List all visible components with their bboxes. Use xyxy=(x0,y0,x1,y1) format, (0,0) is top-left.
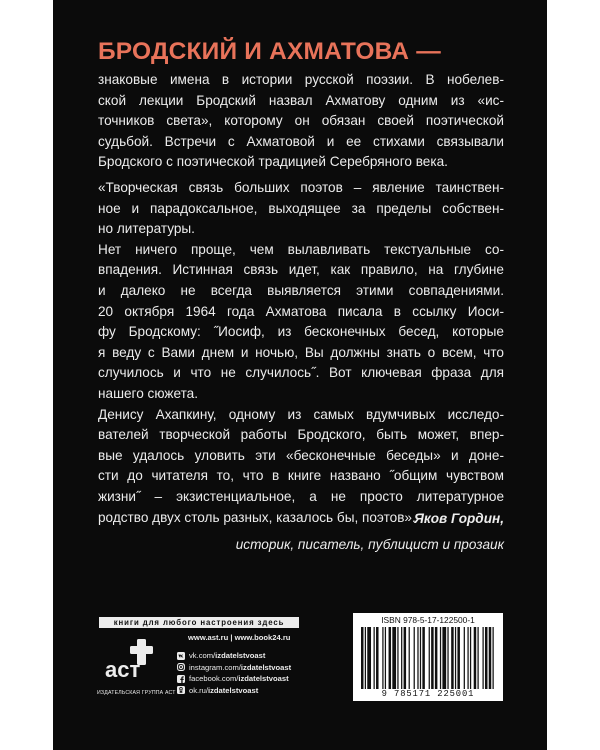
social-links xyxy=(177,650,291,696)
quote-line: Денису Ахапкину, одному из самых вдумчивых исследо- xyxy=(98,406,504,422)
quote-paragraph xyxy=(98,178,504,240)
annotation-line: судьбой. Встречи с Ахматовой и ее стихами связывали xyxy=(98,133,504,149)
annotation-line: точников света», которому он обязан своей поэтической xyxy=(98,113,504,129)
barcode-icon xyxy=(361,627,495,689)
isbn-label: ISBN 978-5-17-122500-1 xyxy=(381,615,475,625)
ast-logo-icon xyxy=(103,636,159,686)
social-link-vk[interactable] xyxy=(177,650,291,662)
quote-author-role: историк, писатель, публицист и прозаик xyxy=(235,537,504,552)
quote-line: фу Бродскому: ˝Иосиф, из бесконечных бесед, которые xyxy=(98,324,504,340)
social-link-handle: izdatelstvoast xyxy=(215,651,266,660)
quote-line: но литературы. xyxy=(98,221,195,237)
quote-line: родство двух столь разных, казалось бы, поэтов». xyxy=(98,509,416,525)
quote-line: 20 октября 1964 года Ахматова писала в ссылку Иоси- xyxy=(98,303,504,319)
social-link-prefix: vk.com/ xyxy=(189,651,216,660)
social-link-facebook[interactable] xyxy=(177,673,291,685)
quote-line: Нет ничего проще, чем вылавливать текстуальные со- xyxy=(98,241,504,257)
facebook-icon xyxy=(177,675,185,683)
quote-line: впадения. Истинная связь идет, как правило, на глубине xyxy=(98,262,504,278)
social-link-prefix: facebook.com/ xyxy=(189,674,239,683)
social-link-odnoklassniki[interactable] xyxy=(177,685,291,697)
social-link-instagram[interactable] xyxy=(177,662,291,674)
publisher-caption: ИЗДАТЕЛЬСКАЯ ГРУППА АСТ xyxy=(97,690,176,696)
social-link-prefix: ok.ru/ xyxy=(189,685,208,695)
quote-line: вателей творческой работы Бродского, быть может, впер- xyxy=(98,427,504,443)
quote-line: сти до читателя то, что в книге названо ˝общим чувством xyxy=(98,468,504,484)
quote-paragraph xyxy=(98,405,504,529)
social-link-handle: izdatelstvoast xyxy=(208,685,259,695)
quote-paragraph xyxy=(98,240,504,405)
odnoklassniki-icon xyxy=(177,686,185,694)
quote-author-name: Яков Гордин, xyxy=(413,511,504,526)
logo-text: аст xyxy=(105,657,141,682)
quote-line: и далеко не всегда выявляется этими совпадениями. xyxy=(98,282,504,298)
barcode-block xyxy=(353,613,503,701)
barcode-digits: 9 785171 225001 xyxy=(381,689,475,699)
publisher-slogan: книги для любого настроения здесь xyxy=(99,617,299,628)
quote-line: вые удалось уловить эти «бесконечные беседы» и доне- xyxy=(98,447,504,463)
vk-icon xyxy=(177,652,185,660)
quote-line: случилось и что не случилось˝. Вот ключевая фраза для xyxy=(98,365,504,381)
social-link-prefix: instagram.com/ xyxy=(189,662,241,672)
annotation-line: ской лекции Бродский назвал Ахматову одним из «ис- xyxy=(98,92,504,108)
quote-line: жизни˝ – экзистенциальное, а не просто литературное xyxy=(98,488,504,504)
social-link-handle: izdatelstvoast xyxy=(240,662,292,672)
quote-line: ное и парадоксальное, выходящее за пределы собствен- xyxy=(98,200,504,216)
cover-heading: БРОДСКИЙ И АХМАТОВА — xyxy=(98,38,441,65)
book-back-cover xyxy=(53,0,547,750)
review-quote xyxy=(98,178,504,528)
annotation-paragraph xyxy=(98,70,504,173)
quote-line: «Творческая связь больших поэтов – явление таинствен- xyxy=(98,180,504,195)
annotation-line: знаковые имена в истории русской поэзии. В нобелев- xyxy=(98,72,504,87)
social-link-handle: izdatelstvoast xyxy=(238,674,289,683)
publisher-websites[interactable]: www.ast.ru | www.book24.ru xyxy=(188,633,291,642)
annotation-line: Бродского с поэтической традицией Серебряного века. xyxy=(98,154,448,170)
instagram-icon xyxy=(177,663,185,671)
quote-line: я веду с Вами днем и ночью, Вы должны знать о всем, что xyxy=(98,344,504,360)
quote-line: нашего сюжета. xyxy=(98,385,198,401)
